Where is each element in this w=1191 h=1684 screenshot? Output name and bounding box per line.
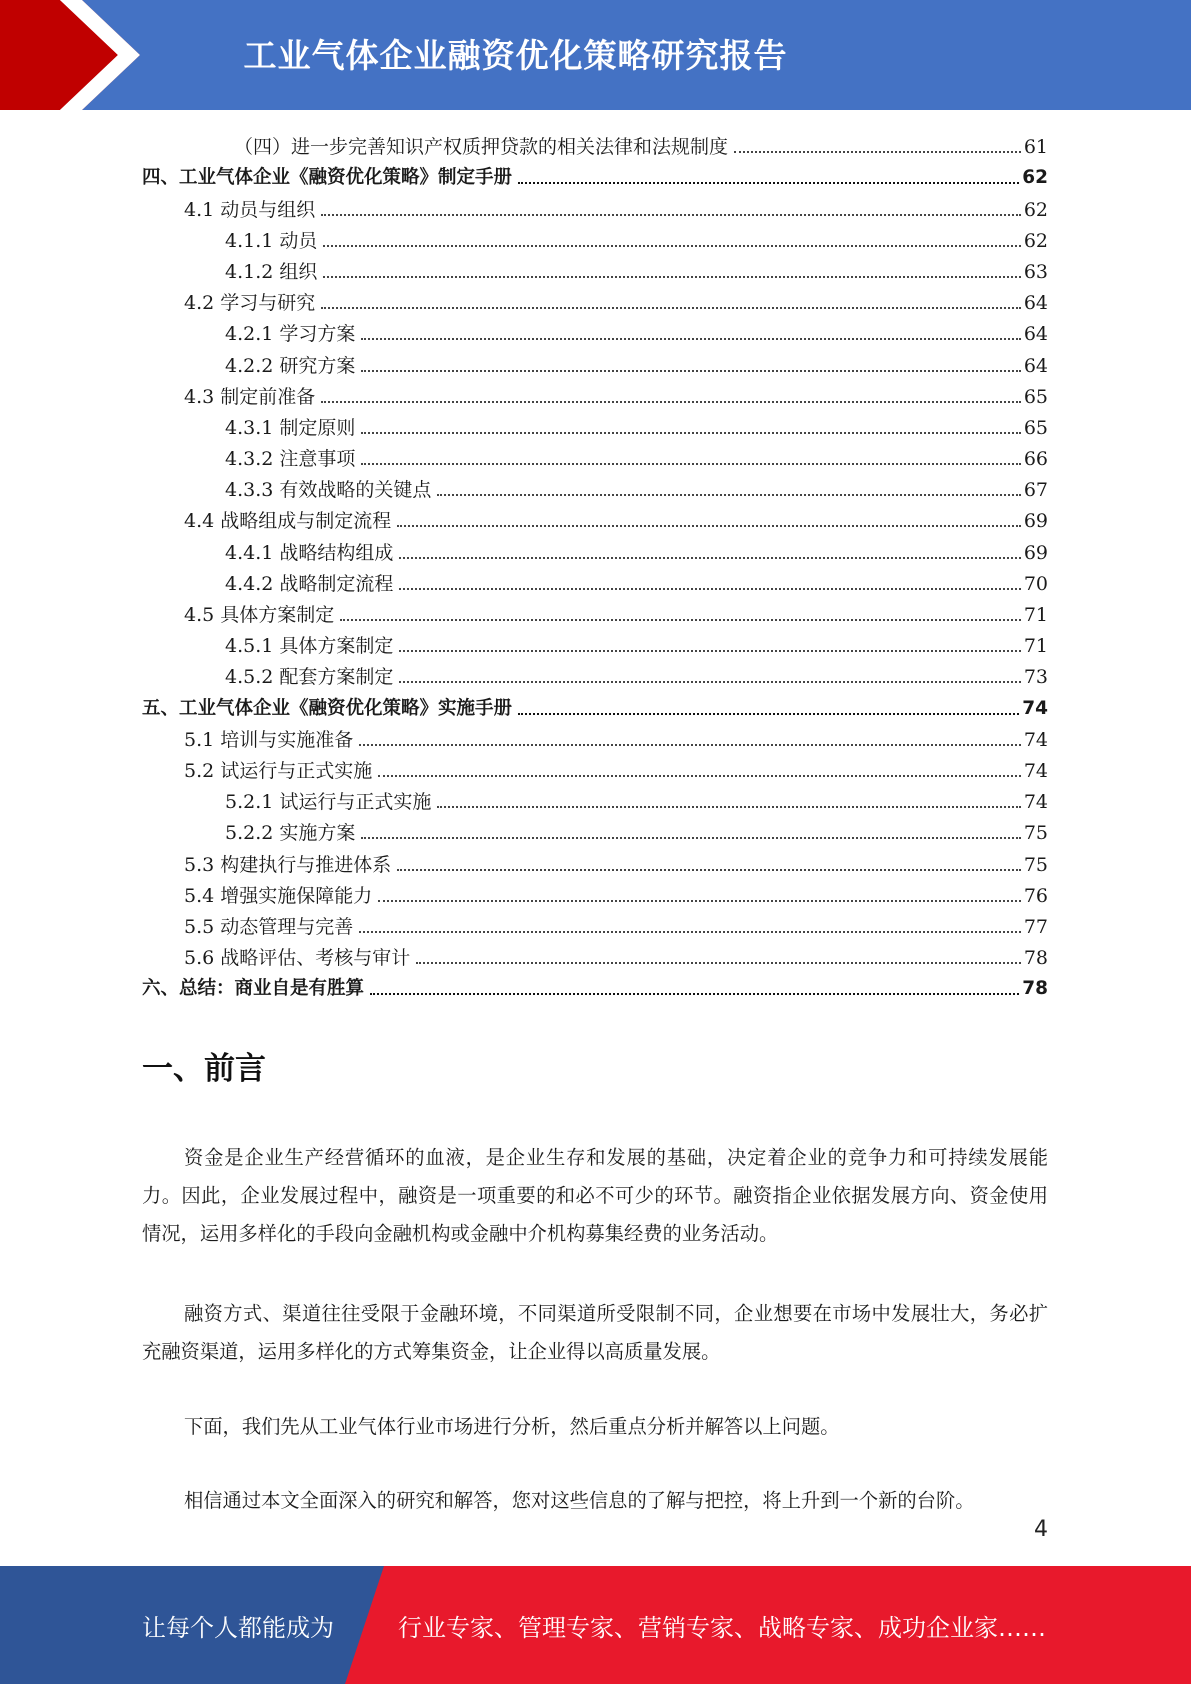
- toc-entry[interactable]: [142, 939, 1048, 970]
- toc-entry[interactable]: [142, 502, 1048, 533]
- footer-slogan-right: 行业专家、管理专家、营销专家、战略专家、成功企业家……: [398, 1613, 1046, 1642]
- toc-dot-leader: [361, 370, 1020, 372]
- toc-entry-page: 74: [1023, 759, 1048, 782]
- toc-dot-leader: [321, 307, 1021, 309]
- toc-dot-leader: [378, 900, 1021, 902]
- toc-entry-label: 5.1 培训与实施准备: [184, 728, 354, 751]
- toc-entry-label: 5.2.2 实施方案: [225, 822, 356, 845]
- toc-entry[interactable]: [142, 253, 1048, 284]
- toc-entry-page: 64: [1023, 323, 1048, 346]
- toc-entry[interactable]: [142, 284, 1048, 315]
- toc-entry-page: 65: [1023, 416, 1048, 439]
- toc-entry-label: 5.6 战略评估、考核与审计: [184, 947, 411, 970]
- toc-entry-page: 74: [1022, 697, 1048, 719]
- toc-entry-label: 4.2.1 学习方案: [225, 323, 356, 346]
- toc-entry-label: 4.5 具体方案制定: [184, 604, 335, 626]
- toc-entry-page: 62: [1023, 229, 1048, 252]
- toc-dot-leader: [361, 432, 1020, 434]
- toc-entry-label: 4.2 学习与研究: [184, 292, 316, 315]
- toc-entry[interactable]: [142, 190, 1048, 221]
- section-heading: 一、前言: [142, 1051, 266, 1087]
- toc-dot-leader: [323, 245, 1020, 247]
- toc-entry-page: 74: [1023, 728, 1048, 751]
- toc-entry-label: 5.3 构建执行与推进体系: [184, 853, 392, 876]
- toc-entry[interactable]: [142, 222, 1048, 253]
- toc-entry-label: 4.1.2 组织: [225, 260, 318, 283]
- toc-entry-page: 78: [1023, 947, 1048, 970]
- toc-entry[interactable]: [142, 378, 1048, 409]
- toc-entry[interactable]: [142, 752, 1048, 783]
- toc-entry[interactable]: [142, 346, 1048, 377]
- toc-entry-label: 4.4.1 战略结构组成: [225, 541, 394, 564]
- toc-dot-leader: [397, 525, 1021, 527]
- toc-entry[interactable]: [142, 845, 1048, 876]
- toc-entry-page: 78: [1022, 978, 1048, 1000]
- toc-entry[interactable]: [142, 409, 1048, 440]
- table-of-contents: [142, 128, 1048, 1001]
- toc-entry-label: 4.5.1 具体方案制定: [225, 635, 394, 658]
- header-banner: [0, 0, 1191, 110]
- toc-entry-page: 71: [1023, 635, 1048, 658]
- toc-entry-page: 65: [1023, 385, 1048, 408]
- footer-slogan-left: 让每个人都能成为: [142, 1613, 334, 1642]
- paragraph: 相信通过本文全面深入的研究和解答，您对这些信息的了解与把控，将上升到一个新的台阶。: [184, 1489, 975, 1512]
- toc-dot-leader: [340, 619, 1021, 621]
- toc-dot-leader: [370, 993, 1019, 995]
- toc-entry-page: 75: [1023, 822, 1048, 845]
- toc-entry-page: 64: [1023, 292, 1048, 315]
- toc-dot-leader: [323, 276, 1020, 278]
- toc-entry-page: 62: [1022, 167, 1048, 189]
- toc-entry[interactable]: [142, 128, 1048, 159]
- toc-entry[interactable]: [142, 627, 1048, 658]
- toc-entry-label: 4.2.2 研究方案: [225, 354, 356, 377]
- toc-entry-page: 64: [1023, 354, 1048, 377]
- toc-entry-label: 4.1.1 动员: [225, 229, 318, 252]
- toc-dot-leader: [321, 214, 1021, 216]
- toc-entry-label: 五、工业气体企业《融资优化策略》实施手册: [142, 697, 513, 719]
- toc-entry-label: 4.4 战略组成与制定流程: [184, 510, 392, 533]
- toc-entry[interactable]: [142, 689, 1048, 720]
- toc-entry[interactable]: [142, 533, 1048, 564]
- toc-entry-page: 71: [1023, 604, 1048, 626]
- toc-dot-leader: [397, 869, 1021, 871]
- toc-entry[interactable]: [142, 783, 1048, 814]
- toc-entry[interactable]: [142, 970, 1048, 1001]
- toc-dot-leader: [378, 775, 1021, 777]
- toc-entry-page: 70: [1023, 572, 1048, 595]
- toc-dot-leader: [416, 962, 1021, 964]
- toc-entry-label: 4.3.3 有效战略的关键点: [225, 479, 432, 502]
- toc-entry-label: 4.1 动员与组织: [184, 198, 316, 221]
- toc-entry[interactable]: [142, 471, 1048, 502]
- toc-entry-page: 73: [1023, 666, 1048, 689]
- report-title: 工业气体企业融资优化策略研究报告: [243, 35, 788, 75]
- toc-entry-label: 4.4.2 战略制定流程: [225, 572, 394, 595]
- toc-dot-leader: [399, 588, 1020, 590]
- toc-dot-leader: [437, 806, 1020, 808]
- toc-entry[interactable]: [142, 658, 1048, 689]
- toc-entry[interactable]: [142, 814, 1048, 845]
- toc-entry-page: 76: [1023, 884, 1048, 907]
- toc-entry-page: 61: [1023, 136, 1048, 159]
- toc-dot-leader: [437, 494, 1020, 496]
- toc-dot-leader: [734, 151, 1021, 153]
- paragraph: 资金是企业生产经营循环的血液，是企业生存和发展的基础，决定着企业的竞争力和可持续发展能力。因此，企业发展过程中，融资是一项重要的和必不可少的环节。融资指企业依据发展方向、资金使用情况，运用多样化的手段向金融机构或金融中介机构募集经费的业务活动。: [142, 1146, 1048, 1245]
- toc-entry-label: （四）进一步完善知识产权质押贷款的相关法律和法规制度: [234, 136, 729, 159]
- toc-entry[interactable]: [142, 159, 1048, 190]
- toc-entry-label: 4.3.2 注意事项: [225, 448, 356, 471]
- toc-entry-page: 66: [1023, 448, 1048, 471]
- toc-entry-page: 69: [1023, 541, 1048, 564]
- toc-entry-label: 5.5 动态管理与完善: [184, 915, 354, 938]
- toc-dot-leader: [399, 681, 1020, 683]
- toc-entry[interactable]: [142, 315, 1048, 346]
- toc-dot-leader: [359, 744, 1021, 746]
- toc-entry-page: 63: [1023, 260, 1048, 283]
- toc-entry-page: 77: [1023, 915, 1048, 938]
- toc-dot-leader: [361, 837, 1020, 839]
- toc-dot-leader: [361, 338, 1020, 340]
- toc-entry[interactable]: [142, 877, 1048, 908]
- toc-entry-page: 75: [1023, 853, 1048, 876]
- footer-banner: [0, 1566, 1191, 1684]
- toc-dot-leader: [399, 557, 1020, 559]
- toc-entry[interactable]: [142, 721, 1048, 752]
- paragraph: 下面，我们先从工业气体行业市场进行分析，然后重点分析并解答以上问题。: [184, 1415, 840, 1438]
- toc-entry-label: 4.3.1 制定原则: [225, 416, 356, 439]
- toc-dot-leader: [399, 650, 1020, 652]
- toc-entry-label: 4.3 制定前准备: [184, 385, 316, 408]
- toc-dot-leader: [518, 713, 1019, 715]
- toc-dot-leader: [321, 401, 1021, 403]
- toc-entry-page: 67: [1023, 479, 1048, 502]
- toc-entry-label: 4.5.2 配套方案制定: [225, 666, 394, 689]
- toc-entry-page: 62: [1023, 198, 1048, 221]
- toc-entry-label: 六、总结：商业自是有胜算: [142, 978, 365, 1000]
- toc-entry-label: 5.2 试运行与正式实施: [184, 759, 373, 782]
- toc-entry-label: 四、工业气体企业《融资优化策略》制定手册: [142, 167, 513, 189]
- toc-entry[interactable]: [142, 440, 1048, 471]
- paragraph: 融资方式、渠道往往受限于金融环境，不同渠道所受限制不同，企业想要在市场中发展壮大，务必扩充融资渠道，运用多样化的方式筹集资金，让企业得以高质量发展。: [142, 1302, 1048, 1363]
- toc-entry-page: 74: [1023, 791, 1048, 814]
- toc-dot-leader: [518, 182, 1019, 184]
- toc-entry-label: 5.2.1 试运行与正式实施: [225, 791, 432, 814]
- toc-dot-leader: [361, 463, 1020, 465]
- toc-dot-leader: [359, 931, 1021, 933]
- toc-entry[interactable]: [142, 908, 1048, 939]
- toc-entry-page: 69: [1023, 510, 1048, 533]
- page-number: 4: [1034, 1517, 1048, 1542]
- toc-entry-label: 5.4 增强实施保障能力: [184, 884, 373, 907]
- toc-entry[interactable]: [142, 596, 1048, 627]
- toc-entry[interactable]: [142, 565, 1048, 596]
